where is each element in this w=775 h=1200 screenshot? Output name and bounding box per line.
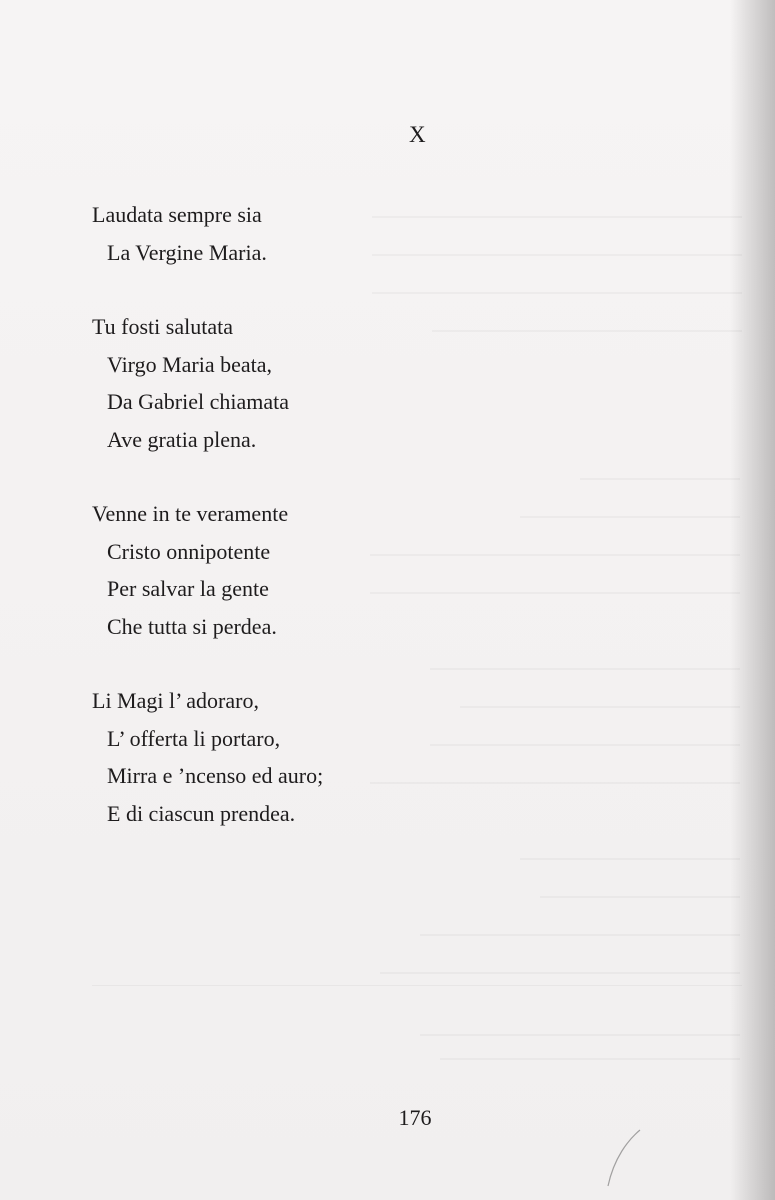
verse-line: Venne in te veramente — [92, 501, 289, 526]
verse-line: Ave gratia plena. — [107, 426, 257, 452]
chapter-numeral: X — [408, 122, 427, 147]
verse-line: Laudata sempre sia — [92, 202, 262, 227]
verse-line: E di ciascun prendea. — [107, 800, 296, 826]
stanza — [92, 308, 323, 458]
verse-line: L’ offerta li portaro, — [107, 725, 281, 751]
stanza — [92, 196, 323, 271]
stanza — [92, 495, 323, 645]
verse-line: Che tutta si perdea. — [107, 613, 277, 639]
pencil-stroke-mark — [604, 1128, 644, 1188]
verse-line: Cristo onnipotente — [107, 538, 271, 564]
verse-line: Per salvar la gente — [107, 576, 269, 601]
poem — [92, 196, 323, 869]
verse-line: Li Magi l’ adoraro, — [92, 688, 259, 713]
verse-line: Mirra e ’ncenso ed auro; — [107, 763, 324, 788]
verse-line: Virgo Maria beata, — [107, 351, 273, 377]
verse-line: Da Gabriel chiamata — [107, 389, 290, 414]
verse-line: Tu fosti salutata — [92, 314, 233, 339]
page-number: 176 — [398, 1105, 432, 1130]
verse-line: La Vergine Maria. — [107, 239, 267, 265]
stanza — [92, 682, 323, 832]
